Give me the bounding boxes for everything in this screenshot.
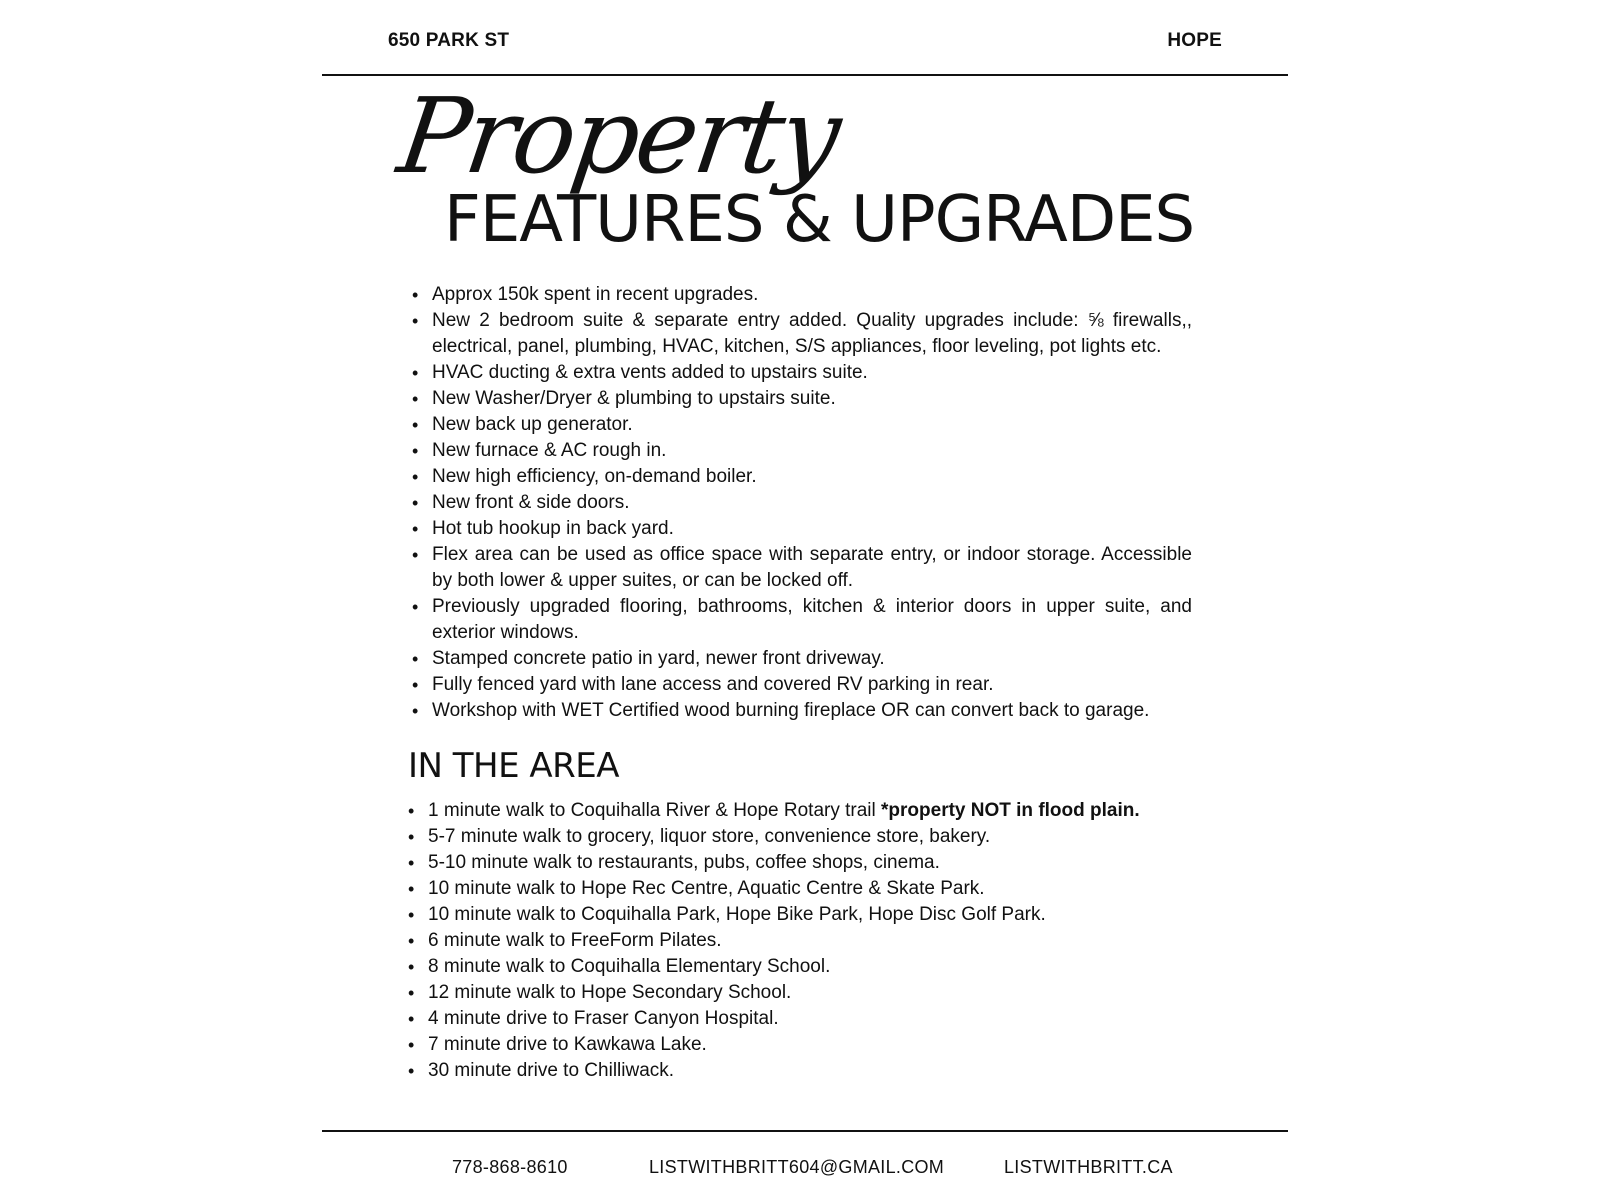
list-item: • New 2 bedroom suite & separate entry added. Quality upgrades include: ⅝ firewalls,, electrical, panel, plumbing, HVAC, kitchen, S/S appliances, floor leveling, pot lights etc. [432,308,1192,360]
list-item: • New furnace & AC rough in. [432,438,1192,464]
list-item: • 8 minute walk to Coquihalla Elementary School. [428,954,1208,980]
list-item: • New high efficiency, on-demand boiler. [432,464,1192,490]
list-item: • Approx 150k spent in recent upgrades. [432,282,1192,308]
script-title: Property [391,75,846,197]
area-list [428,798,1208,1084]
header-bar [322,0,1288,76]
property-address: 650 PARK ST [388,30,510,51]
list-item: • 5-10 minute walk to restaurants, pubs, coffee shops, cinema. [428,850,1208,876]
list-item: • 30 minute drive to Chilliwack. [428,1058,1208,1084]
list-item: • New Washer/Dryer & plumbing to upstairs suite. [432,386,1192,412]
list-item: • 12 minute walk to Hope Secondary School. [428,980,1208,1006]
list-item: • Flex area can be used as office space with separate entry, or indoor storage. Accessible by both lower & upper suites, or can be locked off. [432,542,1192,594]
flyer-page [322,0,1288,1200]
footer-phone[interactable]: 778-868-8610 [452,1157,568,1177]
list-item: • HVAC ducting & extra vents added to upstairs suite. [432,360,1192,386]
list-item: • Previously upgraded flooring, bathrooms, kitchen & interior doors in upper suite, and exterior windows. [432,594,1192,646]
list-item [428,798,1208,824]
area-heading: IN THE AREA [408,746,620,786]
list-item: • 10 minute walk to Coquihalla Park, Hope Bike Park, Hope Disc Golf Park. [428,902,1208,928]
flood-plain-note: *property NOT in flood plain. [881,800,1140,821]
list-item: • 5-7 minute walk to grocery, liquor store, convenience store, bakery. [428,824,1208,850]
list-item: • New front & side doors. [432,490,1192,516]
list-item: • 6 minute walk to FreeForm Pilates. [428,928,1208,954]
list-item: • 4 minute drive to Fraser Canyon Hospital. [428,1006,1208,1032]
list-item: • 10 minute walk to Hope Rec Centre, Aquatic Centre & Skate Park. [428,876,1208,902]
list-item: • Workshop with WET Certified wood burning fireplace OR can convert back to garage. [432,698,1192,724]
list-item: • Stamped concrete patio in yard, newer front driveway. [432,646,1192,672]
list-item: • Hot tub hookup in back yard. [432,516,1192,542]
page-title: FEATURES & UPGRADES [444,183,1195,257]
features-list [432,282,1192,724]
footer-divider [322,1130,1288,1132]
list-item-text: 1 minute walk to Coquihalla River & Hope Rotary trail [428,800,882,821]
list-item: • 7 minute drive to Kawkawa Lake. [428,1032,1208,1058]
property-city: HOPE [1167,30,1222,51]
footer-email[interactable]: LISTWITHBRITT604@GMAIL.COM [649,1157,945,1177]
footer-website[interactable]: LISTWITHBRITT.CA [1004,1157,1173,1177]
list-item: • Fully fenced yard with lane access and covered RV parking in rear. [432,672,1192,698]
list-item: • New back up generator. [432,412,1192,438]
